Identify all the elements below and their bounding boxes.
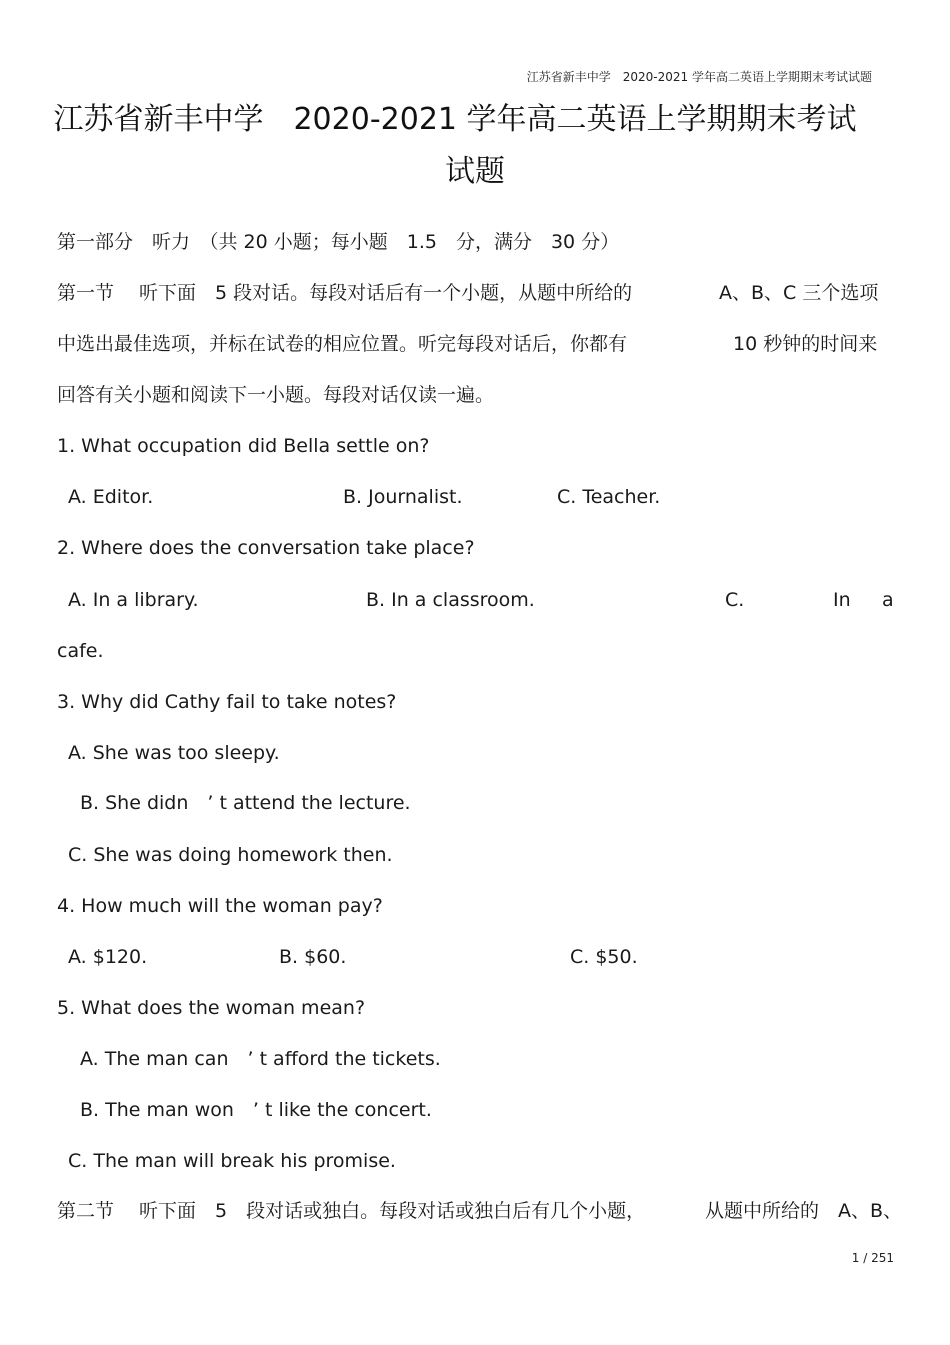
intro-line-1-options: A、B、C 三个选项 xyxy=(719,282,879,304)
q5-option-c: C. The man will break his promise. xyxy=(68,1150,396,1172)
part1-heading: 第一部分 听力 （共 20 小题；每小题 1.5 分，满分 30 分） xyxy=(57,231,620,253)
q2-option-c-label: C. xyxy=(725,589,745,611)
q1-option-a: A. Editor. xyxy=(68,486,154,508)
q1-option-c: C. Teacher. xyxy=(557,486,661,508)
document-title xyxy=(0,94,950,198)
q4-option-a: A. $120. xyxy=(68,946,148,968)
q5-option-b: B. The man won ’ t like the concert. xyxy=(80,1099,432,1121)
q5-option-a: A. The man can ’ t afford the tickets. xyxy=(80,1048,441,1070)
q2-option-c-word-1: In xyxy=(833,589,851,611)
q2-option-c-word-2: a xyxy=(882,589,894,611)
q4-option-b: B. $60. xyxy=(279,946,347,968)
section1-intro-line-3: 回答有关小题和阅读下一小题。每段对话仅读一遍。 xyxy=(57,384,495,406)
q3-option-b: B. She didn ’ t attend the lecture. xyxy=(80,792,411,814)
q3-option-a: A. She was too sleepy. xyxy=(68,742,280,764)
intro-line-2-time: 10 秒钟的时间来 xyxy=(733,333,878,355)
question-4-stem: 4. How much will the woman pay? xyxy=(57,895,383,917)
intro-line-1-text: 第一节 听下面 5 段对话。每段对话后有一个小题，从题中所给的 xyxy=(57,282,633,304)
question-1-stem: 1. What occupation did Bella settle on? xyxy=(57,435,430,457)
q3-option-c: C. She was doing homework then. xyxy=(68,844,393,866)
question-3-stem: 3. Why did Cathy fail to take notes? xyxy=(57,691,397,713)
q2-option-a: A. In a library. xyxy=(68,589,199,611)
question-2-stem: 2. Where does the conversation take place? xyxy=(57,537,475,559)
section2-intro-options: 从题中所给的 A、B、 xyxy=(705,1200,903,1222)
q2-option-c-continued: cafe. xyxy=(57,640,104,662)
q4-option-c: C. $50. xyxy=(570,946,638,968)
title-line-2: 试题 xyxy=(445,154,505,189)
q2-option-b: B. In a classroom. xyxy=(366,589,535,611)
section2-intro-text: 第二节 听下面 5 段对话或独白。每段对话或独白后有几个小题， xyxy=(57,1200,646,1222)
title-line-1: 江苏省新丰中学 2020-2021 学年高二英语上学期期末考试 xyxy=(53,102,857,137)
running-header: 江苏省新丰中学 2020-2021 学年高二英语上学期期末考试试题 xyxy=(526,70,872,84)
question-5-stem: 5. What does the woman mean? xyxy=(57,997,366,1019)
intro-line-2-text: 中选出最佳选项，并标在试卷的相应位置。听完每段对话后，你都有 xyxy=(57,333,628,355)
page-number: 1 / 251 xyxy=(851,1251,894,1265)
q1-option-b: B. Journalist. xyxy=(343,486,463,508)
